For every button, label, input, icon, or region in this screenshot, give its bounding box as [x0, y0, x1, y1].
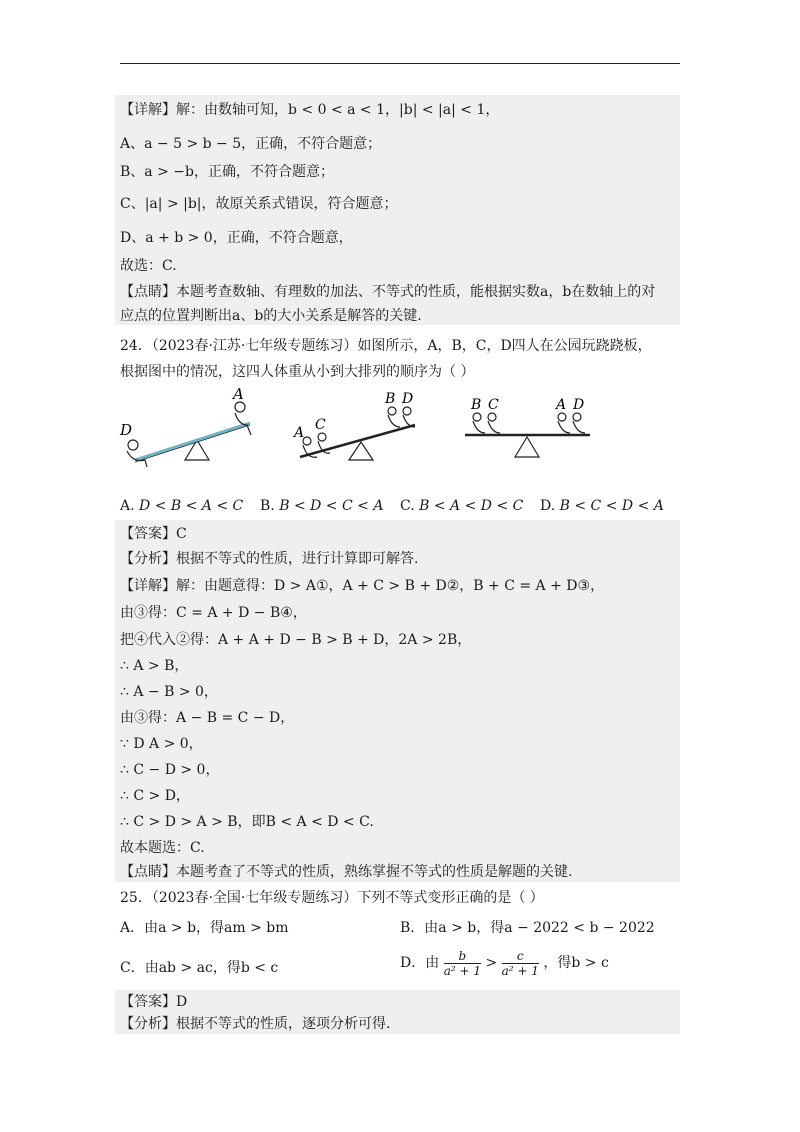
q25-option-b[interactable]: B．由a > b，得a − 2022 < b − 2022	[400, 920, 655, 936]
header-rule	[120, 63, 680, 64]
q24-option-c-label: C.	[400, 498, 415, 514]
fig2-label-c: C	[315, 417, 326, 433]
q24-comment: 【点睛】本题考查了不等式的性质，熟练掌握不等式的性质是解题的关键.	[120, 864, 573, 880]
q25-fraction-1-denominator: a² + 1	[443, 963, 481, 978]
fig1-label-d: D	[120, 421, 133, 439]
q25-answer: 【答案】D	[120, 994, 188, 1010]
q23-detail-line-1: 【详解】解：由数轴可知，b < 0 < a < 1，|b| < |a| < 1，	[120, 102, 500, 118]
q24-option-a-text: D < B < A < C	[139, 498, 244, 514]
q23-detail-line-4: C、|a| > |b|，故原关系式错误，符合题意；	[120, 196, 398, 212]
fig3-label-b: B	[471, 397, 482, 413]
q23-comment-line-2: 应点的位置判断出a、b的大小关系是解答的关键.	[120, 308, 422, 324]
q24-option-c[interactable]	[400, 496, 523, 516]
q24-analysis: 【分析】根据不等式的性质，进行计算即可解答.	[120, 551, 419, 567]
q24-option-d[interactable]	[540, 496, 664, 516]
q25-option-d-prefix: D．由	[400, 955, 440, 971]
q24-detail-line-9: ∴ C > D，	[120, 788, 190, 804]
q25-option-d-suffix: ，得b > c	[543, 955, 609, 971]
seesaw-2	[292, 391, 415, 460]
q24-option-a[interactable]	[120, 496, 243, 516]
q24-detail-line-3: 把④代入②得：A + A + D − B > B + D，2A > 2B，	[120, 632, 472, 648]
q24-answer: 【答案】C	[120, 526, 187, 542]
q24-option-a-label: A.	[120, 498, 135, 514]
q23-detail-line-5: D、a + b > 0，正确，不符合题意，	[120, 230, 353, 246]
fig2-label-d: D	[402, 391, 414, 407]
q24-option-d-label: D.	[540, 498, 556, 514]
q24-detail-line-8: ∴ C − D > 0，	[120, 762, 220, 778]
seesaw-1	[119, 385, 251, 467]
q24-detail-line-1: 【详解】解：由题意得：D > A①，A + C > B + D②，B + C = A + D③，	[120, 578, 605, 594]
fig3-label-c: C	[488, 397, 499, 413]
q24-stem-line-1: 24．（2023春·江苏·七年级专题练习）如图所示，A，B，C，D四人在公园玩跷跷板，	[120, 338, 652, 354]
q25-option-d-gt: >	[485, 955, 498, 971]
q24-detail-line-5: ∴ A − B > 0，	[120, 684, 218, 700]
q24-option-c-text: B < A < D < C	[419, 498, 524, 514]
q24-detail-line-2: 由③得：C = A + D − B④，	[120, 605, 307, 621]
seesaw-3	[465, 397, 590, 457]
q23-detail-line-2: A、a − 5 > b − 5，正确，不符合题意；	[120, 136, 382, 152]
q23-detail-line-6: 故选：C.	[120, 258, 177, 274]
seesaw-figure	[115, 385, 675, 475]
fig2-label-b: B	[385, 391, 396, 407]
fig1-label-a: A	[233, 385, 244, 403]
q25-analysis: 【分析】根据不等式的性质，逐项分析可得.	[120, 1016, 391, 1032]
q25-option-c[interactable]: C．由ab > ac，得b < c	[120, 960, 279, 976]
q24-stem-line-2: 根据图中的情况，这四人体重从小到大排列的顺序为（ ）	[120, 364, 475, 380]
q23-detail-line-3: B、a > −b，正确，不符合题意；	[120, 164, 334, 180]
q25-fraction-2-numerator: c	[516, 948, 524, 963]
q24-option-b-text: B < D < C < A	[279, 498, 384, 514]
q24-detail-line-7: ∵ D A > 0，	[120, 736, 203, 752]
fig3-label-a: A	[556, 397, 567, 413]
q23-comment-line-1: 【点睛】本题考查数轴、有理数的加法、不等式的性质，能根据实数a，b在数轴上的对	[120, 284, 656, 300]
q24-detail-line-10: ∴ C > D > A > B，即B < A < D < C.	[120, 814, 374, 830]
q25-option-a[interactable]: A．由a > b，得am > bm	[120, 920, 289, 936]
q24-option-b-label: B.	[260, 498, 275, 514]
fig2-label-a: A	[294, 425, 305, 441]
fig3-label-d: D	[573, 397, 585, 413]
q24-detail-line-4: ∴ A > B，	[120, 658, 189, 674]
q25-stem: 25．（2023春·全国·七年级专题练习）下列不等式变形正确的是（ ）	[120, 890, 544, 906]
q24-option-d-text: B < C < D < A	[559, 498, 664, 514]
q24-option-b[interactable]	[260, 496, 383, 516]
q25-option-d-fraction-2	[502, 949, 539, 978]
q24-detail-line-6: 由③得：A − B = C − D，	[120, 710, 295, 726]
q25-fraction-1-numerator: b	[458, 948, 467, 963]
q25-option-d[interactable]	[400, 946, 609, 980]
q25-option-d-fraction-1	[444, 949, 481, 978]
q25-fraction-2-denominator: a² + 1	[501, 963, 539, 978]
q24-detail-line-11: 故本题选：C.	[120, 840, 205, 856]
